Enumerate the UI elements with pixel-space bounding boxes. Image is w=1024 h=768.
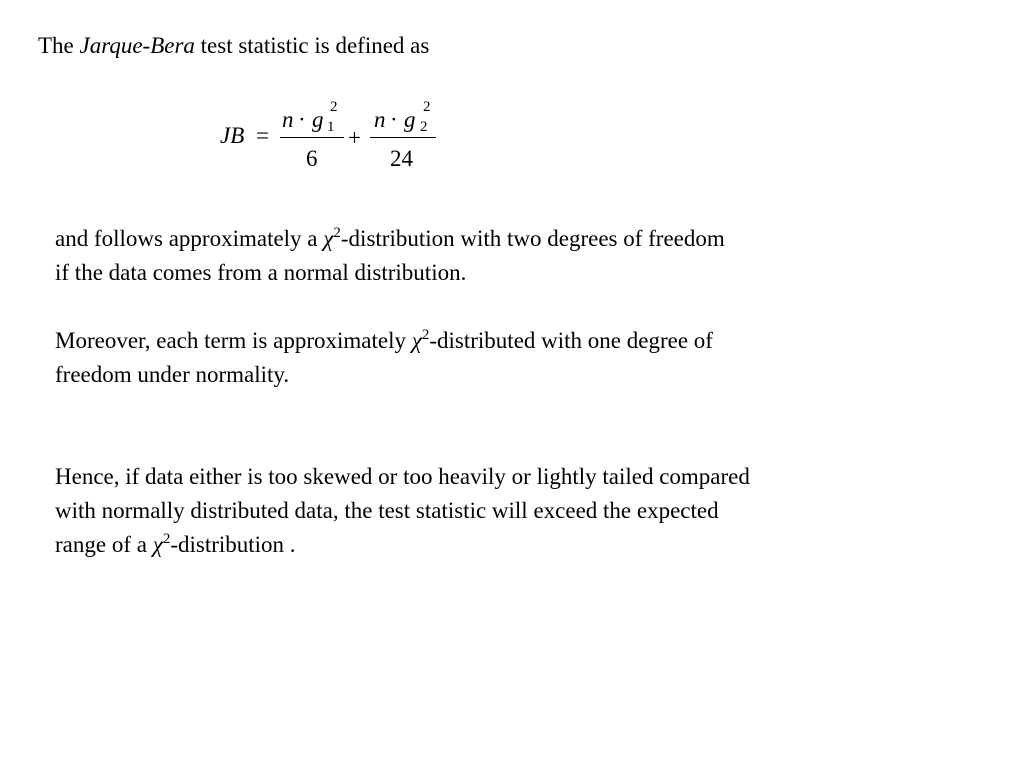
test-name: Jarque-Bera xyxy=(79,33,195,58)
formula-plus: + xyxy=(348,125,361,150)
term1-sub: 1 xyxy=(327,119,335,135)
chi-exponent: 2 xyxy=(162,531,171,547)
term2-sup: 2 xyxy=(423,99,431,115)
term2-dot: · xyxy=(390,107,398,132)
term2-n: n xyxy=(374,107,386,132)
jb-formula xyxy=(218,95,448,185)
chi-symbol: χ xyxy=(411,328,422,353)
p1-line1-after: -distribution with two degrees of freedom xyxy=(340,226,725,251)
chi-symbol: χ xyxy=(323,226,334,251)
p3-line3-before: range of a xyxy=(55,532,153,557)
term2-denominator: 24 xyxy=(390,146,413,171)
p1-line1-before: and follows approximately a xyxy=(55,226,324,251)
term1-fraction-bar xyxy=(280,137,344,138)
term2-fraction-bar xyxy=(370,137,436,138)
intro-sentence xyxy=(38,29,429,63)
paragraph1-line1 xyxy=(55,222,725,256)
chi-exponent: 2 xyxy=(421,327,430,343)
paragraph3-line2: with normally distributed data, the test statistic will exceed the expected xyxy=(55,498,719,523)
formula-lhs: JB xyxy=(220,123,245,148)
term1-n: n xyxy=(282,107,294,132)
term1-denominator: 6 xyxy=(306,146,318,171)
term1-g: g xyxy=(312,107,324,132)
paragraph3-line1: Hence, if data either is too skewed or too heavily or lightly tailed compared xyxy=(55,464,750,489)
paragraph3-line3 xyxy=(55,528,750,562)
paragraph1-line2: if the data comes from a normal distribution. xyxy=(55,260,467,285)
p3-line3-after: -distribution . xyxy=(170,532,296,557)
formula-equals: = xyxy=(256,123,269,148)
term1-sup: 2 xyxy=(330,99,338,115)
p2-line1-after: -distributed with one degree of xyxy=(429,328,713,353)
paragraph-distribution xyxy=(55,222,725,290)
chi-symbol: χ xyxy=(152,532,163,557)
intro-after: test statistic is defined as xyxy=(194,33,430,58)
paragraph2-line1 xyxy=(55,324,713,358)
paragraph-each-term xyxy=(55,324,713,392)
intro-before: The xyxy=(38,33,80,58)
term2-sub: 2 xyxy=(420,119,428,135)
term1-dot: · xyxy=(298,107,306,132)
paragraph2-line2: freedom under normality. xyxy=(55,362,290,387)
p2-line1-before: Moreover, each term is approximately xyxy=(55,328,412,353)
paragraph-conclusion xyxy=(55,460,750,562)
term2-g: g xyxy=(404,107,416,132)
chi-exponent: 2 xyxy=(333,225,341,241)
